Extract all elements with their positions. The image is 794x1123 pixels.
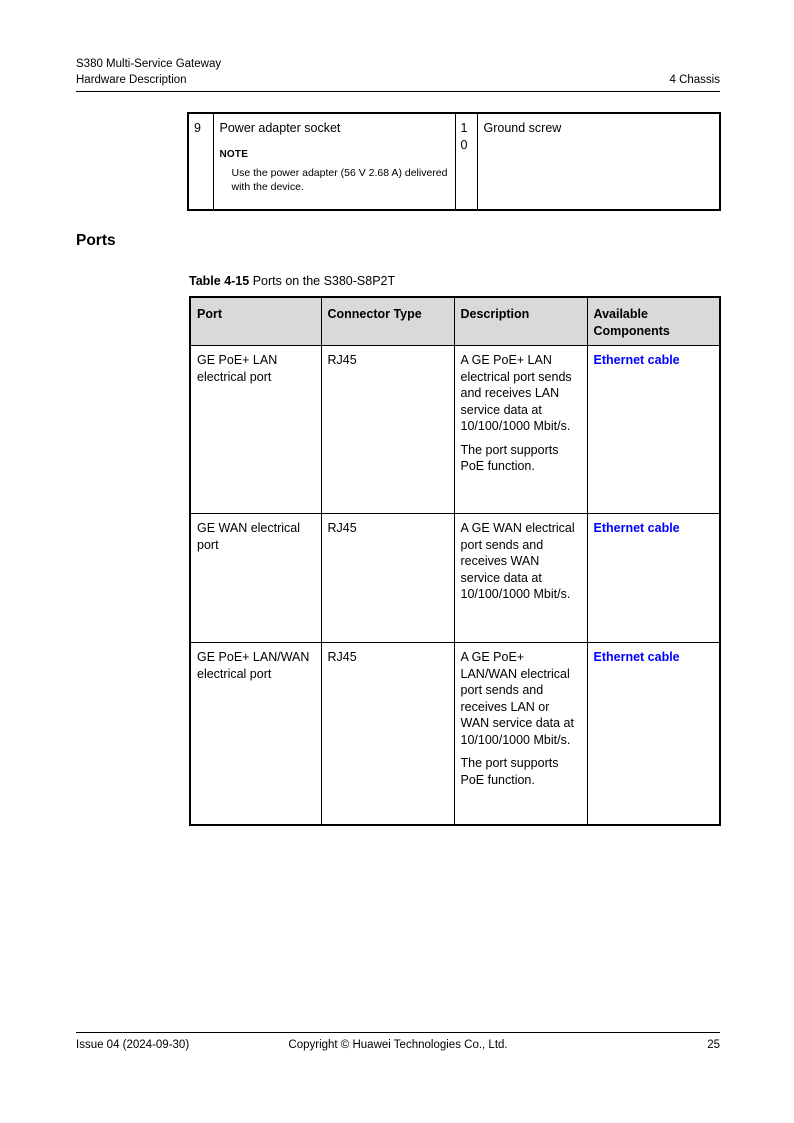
footer-page-number: 25	[707, 1039, 720, 1051]
footer-issue: Issue 04 (2024-09-30)	[76, 1039, 190, 1051]
header-chapter-title: 4 Chassis	[669, 74, 720, 86]
connector-cell: RJ45	[321, 346, 454, 514]
description-paragraph: A GE PoE+ LAN/WAN electrical port sends and receives LAN or WAN service data at 10/100/1000 Mbit/s.	[460, 650, 574, 747]
note-text: Use the power adapter (56 V 2.68 A) delivered with the device.	[231, 167, 448, 193]
components-cell	[587, 643, 720, 825]
table-row	[190, 643, 720, 825]
ethernet-cable-link[interactable]: Ethernet cable	[593, 650, 680, 664]
description-cell	[454, 643, 587, 825]
item-description-cell	[213, 113, 455, 210]
ports-table	[189, 296, 721, 826]
description-paragraph: A GE WAN electrical port sends and receives WAN service data at 10/100/1000 Mbit/s.	[460, 521, 575, 601]
table-caption	[189, 274, 395, 288]
description-cell	[454, 514, 587, 643]
connector-cell: RJ45	[321, 514, 454, 643]
item-number-cell: 9	[188, 113, 213, 210]
item-number-cell: 10	[455, 113, 477, 210]
components-cell	[587, 514, 720, 643]
description-paragraph: The port supports PoE function.	[460, 442, 559, 473]
description-cell	[454, 346, 587, 514]
description-paragraph: The port supports PoE function.	[460, 756, 559, 787]
column-header-port: Port	[190, 297, 321, 346]
port-cell: GE WAN electrical port	[190, 514, 321, 643]
table-caption-title: Ports on the S380-S8P2T	[249, 274, 396, 288]
header-rule-row	[76, 72, 720, 92]
table-row	[190, 346, 720, 514]
ethernet-cable-link[interactable]: Ethernet cable	[593, 521, 680, 535]
column-header-available-components: Available Components	[587, 297, 720, 346]
section-heading-ports: Ports	[76, 232, 116, 249]
connector-cell: RJ45	[321, 643, 454, 825]
column-header-connector-type: Connector Type	[321, 297, 454, 346]
page-header	[76, 56, 720, 92]
column-header-description: Description	[454, 297, 587, 346]
table-row	[190, 514, 720, 643]
footer-copyright: Copyright © Huawei Technologies Co., Ltd.	[288, 1039, 508, 1051]
port-cell: GE PoE+ LAN electrical port	[190, 346, 321, 514]
table-caption-label: Table 4-15	[189, 274, 250, 288]
components-cell	[587, 346, 720, 514]
item-name: Power adapter socket	[219, 121, 341, 135]
note-label: NOTE	[219, 148, 249, 160]
page-footer	[76, 1032, 720, 1052]
header-product-name: S380 Multi-Service Gateway	[76, 58, 222, 70]
chassis-legend-table	[187, 112, 721, 211]
table-row	[188, 113, 720, 210]
description-paragraph: A GE PoE+ LAN electrical port sends and receives LAN service data at 10/100/1000 Mbit/s.	[460, 353, 572, 433]
ethernet-cable-link[interactable]: Ethernet cable	[593, 353, 680, 367]
header-doc-title: Hardware Description	[76, 74, 187, 86]
item-description-cell: Ground screw	[477, 113, 720, 210]
table-header-row	[190, 297, 720, 346]
port-cell: GE PoE+ LAN/WAN electrical port	[190, 643, 321, 825]
